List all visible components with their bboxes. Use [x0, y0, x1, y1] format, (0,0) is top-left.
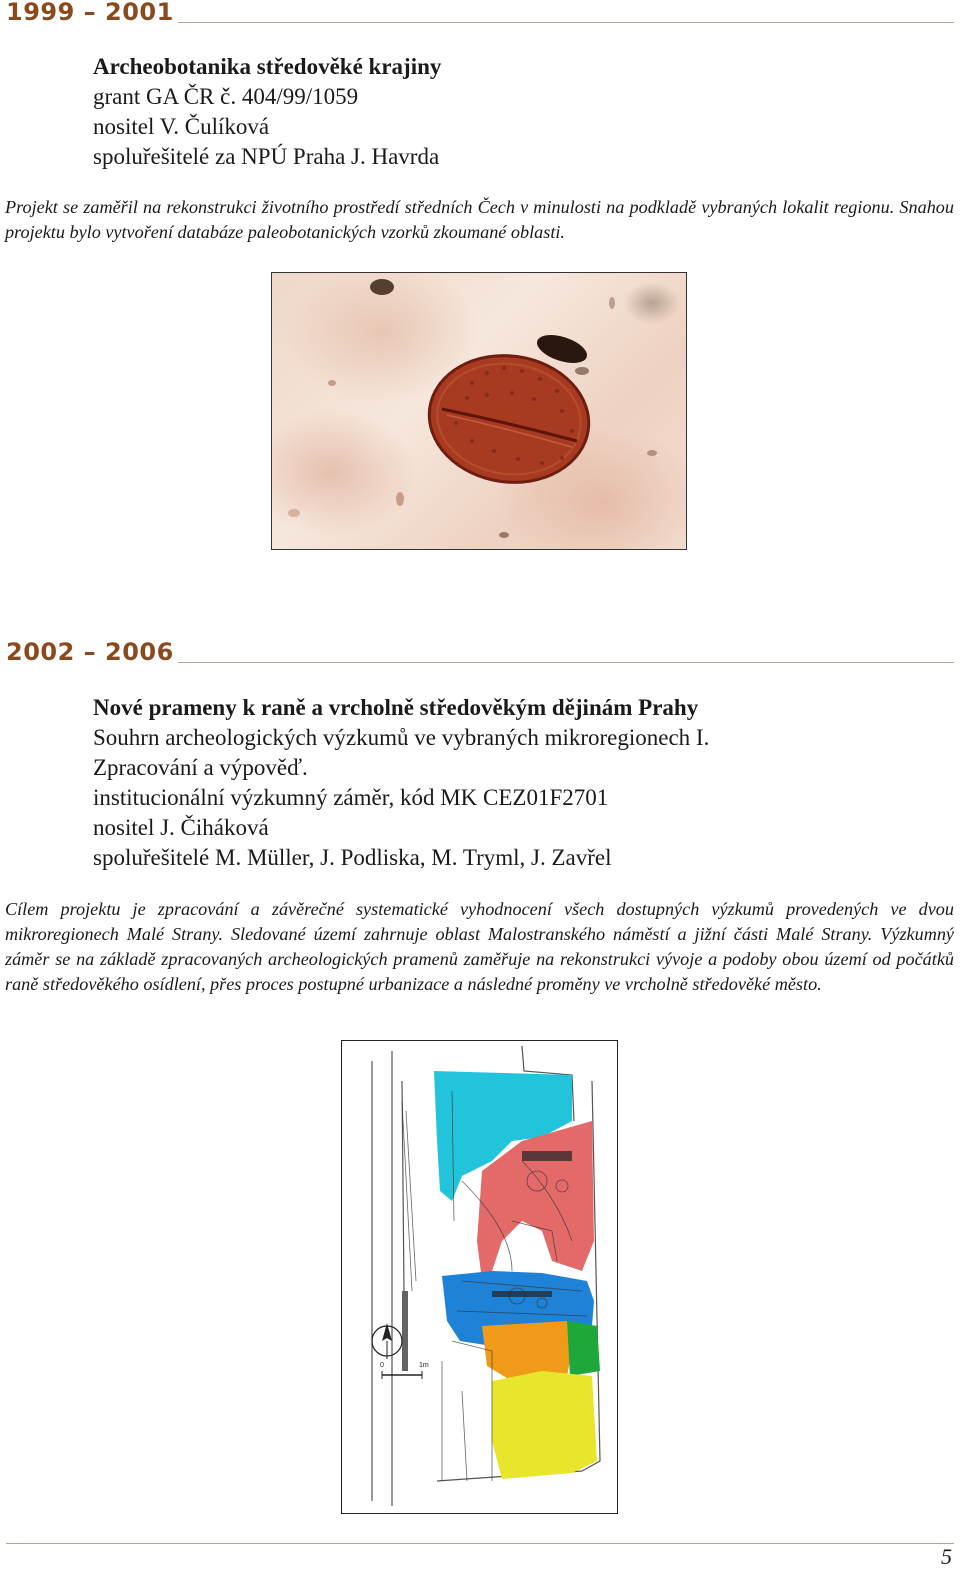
scale-label-end: 1m [419, 1362, 429, 1369]
project-info-archeobotanika [93, 52, 920, 172]
project-description: Projekt se zaměřil na rekonstrukci životního prostředí středních Čech v minulosti na podkladě vybraných lokalit regionu. Snahou projektu bylo vytvoření databáze paleobotanických vzorků zkoumané oblasti. [5, 197, 954, 242]
project-title: Archeobotanika středověké krajiny [93, 54, 442, 79]
site-plan-drawing [342, 1041, 617, 1513]
project-grant: grant GA ČR č. 404/99/1059 [93, 84, 359, 109]
footer-rule [6, 1543, 954, 1544]
project-title: Nové prameny k raně a vrcholně středověkým dějinám Prahy [93, 695, 699, 720]
north-arrow-icon [372, 1323, 402, 1359]
project-info-prameny [93, 693, 920, 873]
project-holder: nositel J. Čiháková [93, 815, 269, 840]
project-code: institucionální výzkumný záměr, kód MK CEZ01F2701 [93, 785, 609, 810]
scale-label-start: 0 [380, 1362, 384, 1369]
project-subtitle-2: Zpracování a výpověď. [93, 755, 308, 780]
excavation-site-plan [341, 1040, 618, 1514]
section-header-1999-2001 [6, 0, 954, 26]
project-subtitle: Souhrn archeologických výzkumů ve vybraných mikroregionech I. [93, 725, 710, 750]
section-years: 2002 – 2006 [6, 639, 178, 665]
project-coinvestigators: spoluřešitelé M. Müller, J. Podliska, M. Tryml, J. Zavřel [93, 845, 612, 870]
section-years: 1999 – 2001 [6, 0, 178, 25]
section-header-2002-2006 [6, 638, 954, 666]
pollen-grain-illustration [272, 273, 686, 549]
pollen-grain-photo [271, 272, 687, 550]
project-holder: nositel V. Čulíková [93, 114, 270, 139]
project-coinvestigators: spoluřešitelé za NPÚ Praha J. Havrda [93, 144, 440, 169]
project-description: Cílem projektu je zpracování a závěrečné systematické vyhodnocení všech dostupných výzkumů provedených ve dvou mikroregionech Malé Strany. Sledované území zahrnuje oblast Malostranského náměstí a jižní části Malé Strany. Výzkumný záměr se na základě zpracovaných archeologických pramenů zaměřuje na rekonstrukci vývoje a podoby obou území od počátků raně středověkého osídlení, přes proces postupné urbanizace a následné proměny ve vrcholně středověké město. [5, 899, 954, 994]
page-number: 5 [941, 1544, 952, 1569]
